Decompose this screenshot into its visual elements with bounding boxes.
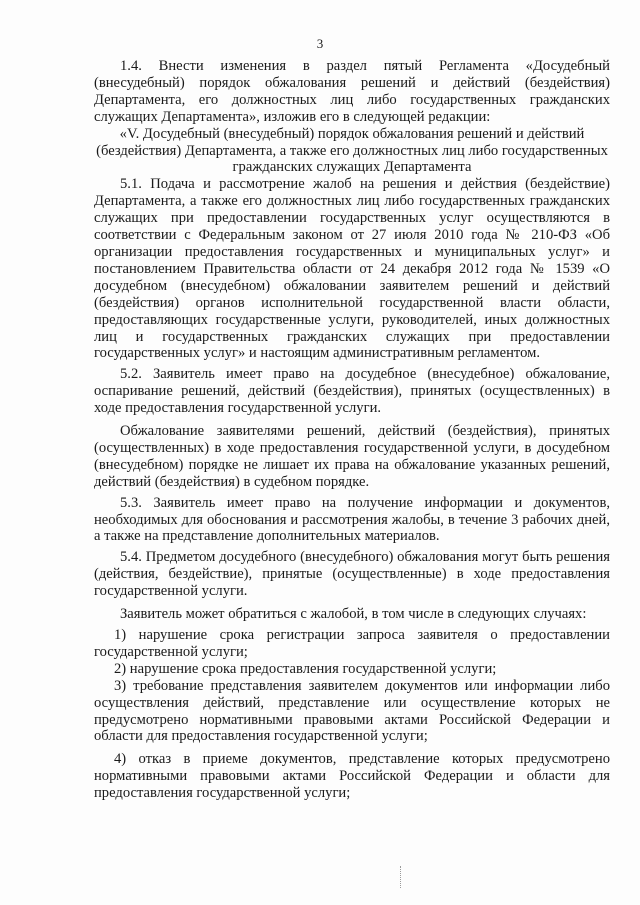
page-number: 3 <box>316 36 324 51</box>
section-heading: «V. Досудебный (внесудебный) порядок обжалования решений и действий (бездействия) Департамента, а также его должностных лиц либо государственных гражданских служащих Департамента <box>96 125 608 176</box>
paragraph-5-1: 5.1. Подача и рассмотрение жалоб на решения и действия (бездействие) Департамента, а также его должностных лиц либо государственных гражданских служащих при предоставлении государственных услуг осуществляются в соответствии с Федеральным законом от 27 июля 2010 года № 210-ФЗ «Об организации предоставления государственных и муниципальных услуг» и постановлением Правительства области от 24 декабря 2012 года № 1539 «О досудебном (внесудебном) обжаловании заявителем решений и действий (бездействия) органов исполнительной государственной власти области, предоставляющих государственные услуги, руководителей, иных должностных лиц и государственных гражданских служащих при предоставлении государственных услуг» и настоящим административным регламентом. <box>94 176 610 362</box>
paragraph-5-4: 5.4. Предметом досудебного (внесудебного) обжалования могут быть решения (действия, бездействие), принятые (осуществленные) в ходе предоставления государственной услуги. <box>94 549 610 600</box>
list-item-3: 3) требование представления заявителем документов или информации либо осуществления действий, представление или осуществление которых не предусмотрено нормативными правовыми актами Российской Федерации и области для предоставления государственной услуги; <box>94 677 610 745</box>
list-item-4: 4) отказ в приеме документов, представление которых предусмотрено нормативными правовыми актами Российской Федерации и области для предоставления государственной услуги; <box>94 751 610 802</box>
document-body <box>94 58 610 802</box>
paragraph-1-4: 1.4. Внести изменения в раздел пятый Регламента «Досудебный (внесудебный) порядок обжалования решений и действий (бездействия) Департамента, его должностных лиц либо государственных гражданских служащих Департамента», изложив его в следующей редакции: <box>94 58 610 125</box>
paragraph-5-3: 5.3. Заявитель имеет право на получение информации и документов, необходимых для обоснования и рассмотрения жалобы, в течение 3 рабочих дней, а также на представление дополнительных материалов. <box>94 494 610 545</box>
paragraph-5-2: 5.2. Заявитель имеет право на досудебное (внесудебное) обжалование, оспаривание решений, действий (бездействия), принятых (осуществленных) в ходе предоставления государственной услуги. <box>94 366 610 417</box>
paragraph-appeal: Обжалование заявителями решений, действий (бездействия), принятых (осуществленных) в ходе предоставления государственной услуги, в досудебном (внесудебном) порядке не лишает их права на обжалование указанных решений, действий (бездействия) в судебном порядке. <box>94 423 610 490</box>
list-item-1: 1) нарушение срока регистрации запроса заявителя о предоставлении государственной услуги; <box>94 627 610 660</box>
list-item-2: 2) нарушение срока предоставления государственной услуги; <box>114 660 497 677</box>
paragraph-cases-intro: Заявитель может обратиться с жалобой, в том числе в следующих случаях: <box>120 606 587 623</box>
scan-mark <box>400 866 405 888</box>
